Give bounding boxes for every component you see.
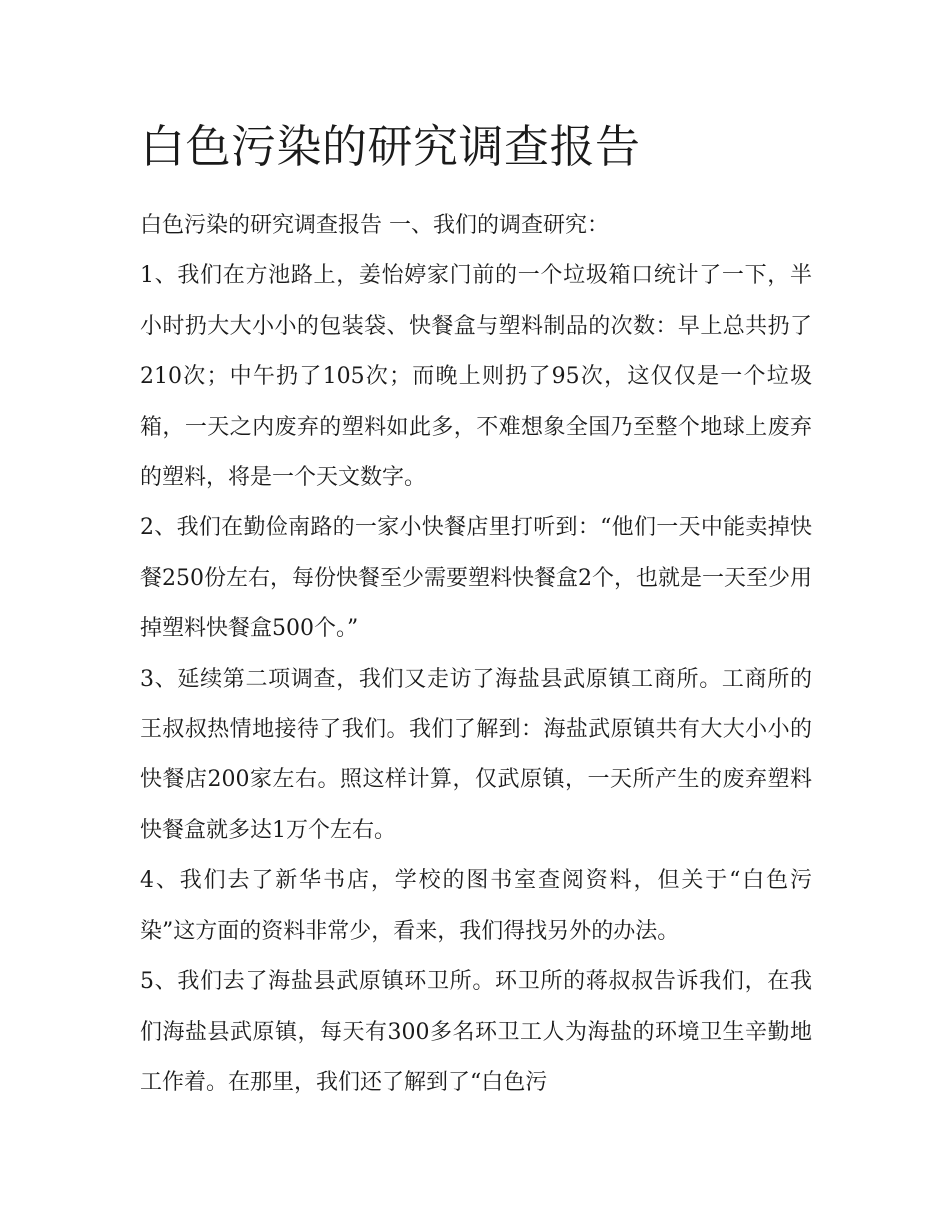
paragraph-2: 2、我们在勤俭南路的一家小快餐店里打听到：“他们一天中能卖掉快餐250份左右，每份快餐至少需要塑料快餐盒2个，也就是一天至少用掉塑料快餐盒500个。” [140,515,812,642]
document-body [140,112,812,1108]
paragraph-3: 3、延续第二项调查，我们又走访了海盐县武原镇工商所。工商所的王叔叔热情地接待了我们。我们了解到：海盐武原镇共有大大小小的快餐店200家左右。照这样计算，仅武原镇，一天所产生的废弃塑料快餐盒就多达1万个左右。 [140,666,812,843]
paragraph-4: 4、我们去了新华书店，学校的图书室查阅资料，但关于“白色污染”这方面的资料非常少，看来，我们得找另外的办法。 [140,868,812,944]
intro-paragraph: 白色污染的研究调查报告 一、我们的调查研究： [140,213,609,238]
paragraph-1: 1、我们在方池路上，姜怡婷家门前的一个垃圾箱口统计了一下，半小时扔大大小小的包装袋、快餐盒与塑料制品的次数：早上总共扔了210次；中午扔了105次；而晚上则扔了95次，这仅仅是一个垃圾箱，一天之内废弃的塑料如此多，不难想象全国乃至整个地球上废弃的塑料，将是一个天文数字。 [140,263,812,491]
paragraph-5: 5、我们去了海盐县武原镇环卫所。环卫所的蒋叔叔告诉我们，在我们海盐县武原镇，每天有300多名环卫工人为海盐的环境卫生辛勤地工作着。在那里，我们还了解到了“白色污 [140,969,812,1095]
document-title: 白色污染的研究调查报告 [140,120,641,173]
